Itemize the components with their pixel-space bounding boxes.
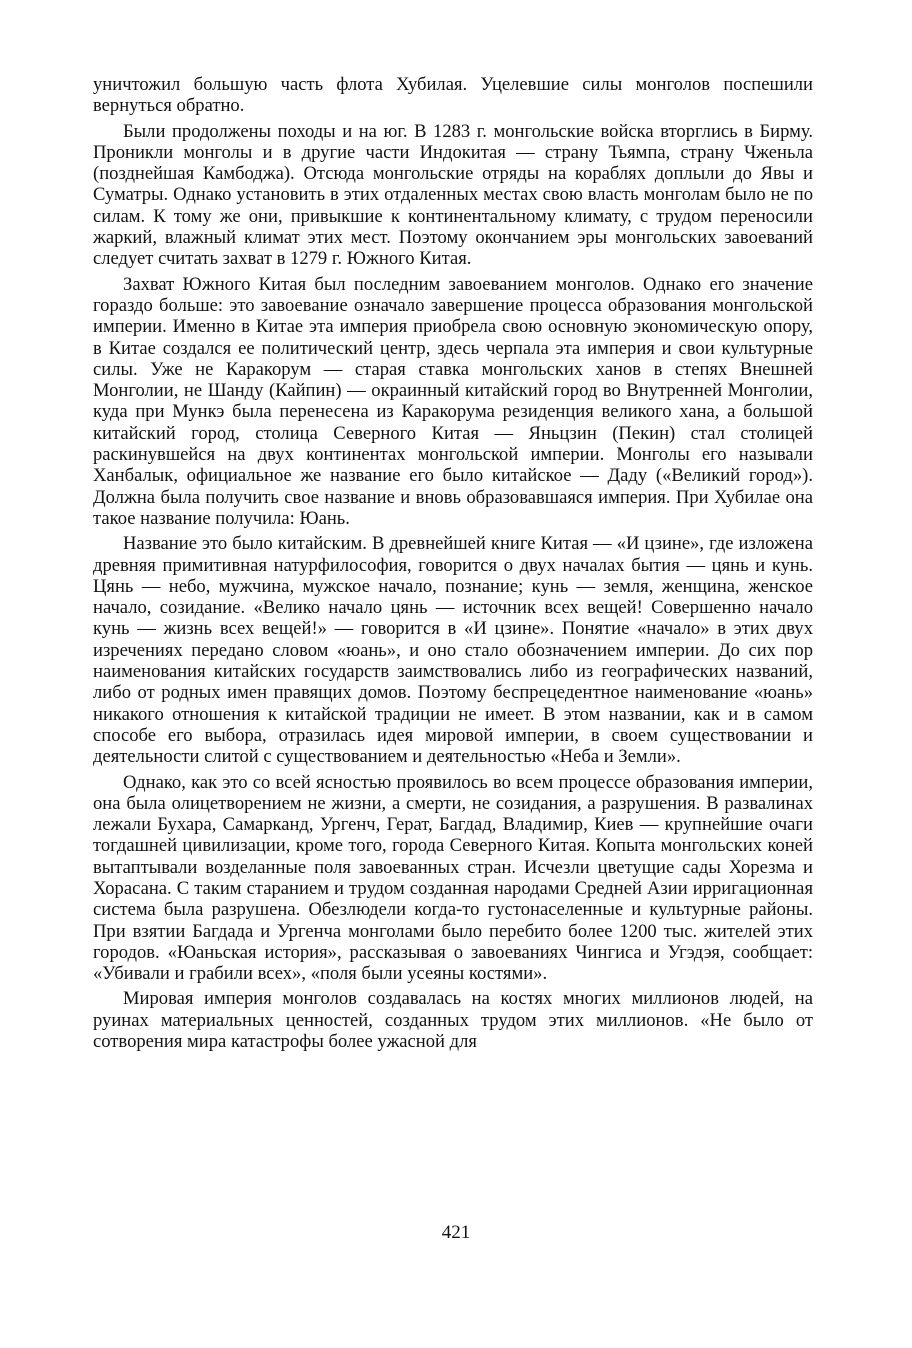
page-body [93, 74, 813, 1052]
paragraph-5: Однако, как это со всей ясностью проявилось во всем процессе образования империи, она была олицетворением не жизни, а смерти, не созидания, а разрушения. В развалинах лежали Бухара, Самарканд, Ургенч, Герат, Багдад, Владимир, Киев — крупнейшие очаги тогдашней цивилизации, кроме того, города Северного Китая. Копыта монгольских коней вытаптывали возделанные поля завоеванных стран. Исчезли цветущие сады Хорезма и Хорасана. С таким старанием и трудом созданная народами Средней Азии ирригационная система была разрушена. Обезлюдели когда-то густонаселенные и культурные районы. При взятии Багдада и Ургенча монголами было перебито более 1200 тыс. жителей этих городов. «Юаньская история», рассказывая о завоеваниях Чингиса и Угэдэя, сообщает: «Убивали и грабили всех», «поля были усеяны костями». [93, 771, 813, 985]
paragraph-1: уничтожил большую часть флота Хубилая. Уцелевшие силы монголов поспешили вернуться обратно. [93, 74, 813, 117]
paragraph-2: Были продолжены походы и на юг. В 1283 г. монгольские войска вторглись в Бирму. Проникли монголы и в другие части Индокитая — страну Тьямпа, страну Чженьла (позднейшая Камбоджа). Отсюда монгольские отряды на кораблях доплыли до Явы и Суматры. Однако установить в этих отдаленных местах свою власть монголам было не по силам. К тому же они, привыкшие к континентальному климату, с трудом переносили жаркий, влажный климат этих мест. Поэтому окончанием эры монгольских завоеваний следует считать захват в 1279 г. Южного Китая. [93, 120, 813, 270]
paragraph-4: Название это было китайским. В древнейшей книге Китая — «И цзине», где изложена древняя примитивная натурфилософия, говорится о двух началах бытия — цянь и кунь. Цянь — небо, мужчина, мужское начало, познание; кунь — земля, женщина, женское начало, созидание. «Велико начало цянь — источник всех вещей! Совершенно начало кунь — жизнь всех вещей!» — говорится в «И цзине». Понятие «начало» в этих двух изречениях передано словом «юань», и оно стало обозначением империи. До сих пор наименования китайских государств заимствовались либо из географических названий, либо от родных имен правящих домов. Поэтому беспрецедентное наименование «юань» никакого отношения к китайской традиции не имеет. В этом названии, как и в самом способе его выбора, отразилась идея мировой империи, в своем существовании и деятельности слитой с существованием и деятельностью «Неба и Земли». [93, 533, 813, 768]
paragraph-3: Захват Южного Китая был последним завоеванием монголов. Однако его значение гораздо больше: это завоевание означало завершение процесса образования монгольской империи. Именно в Китае эта империя приобрела свою основную экономическую опору, в Китае создался ее политический центр, здесь черпала эта империя и свои культурные силы. Уже не Каракорум — старая ставка монгольских ханов в степях Внешней Монголии, не Шанду (Кайпин) — окраинный китайский город во Внутренней Монголии, куда при Мункэ была перенесена из Каракорума резиденция великого хана, а большой китайский город, столица Северного Китая — Яньцзин (Пекин) стал столицей раскинувшейся на двух континентах монгольской империи. Монголы его называли Ханбалык, официальное же название его было китайское — Даду («Великий город»). Должна была получить свое название и вновь образовавшаяся империя. При Хубилае она такое название получила: Юань. [93, 273, 813, 529]
paragraph-6: Мировая империя монголов создавалась на костях многих миллионов людей, на руинах материальных ценностей, созданных трудом этих миллионов. «Не было от сотворения мира катастрофы более ужасной для [93, 988, 813, 1053]
page-number: 421 [441, 1222, 471, 1243]
